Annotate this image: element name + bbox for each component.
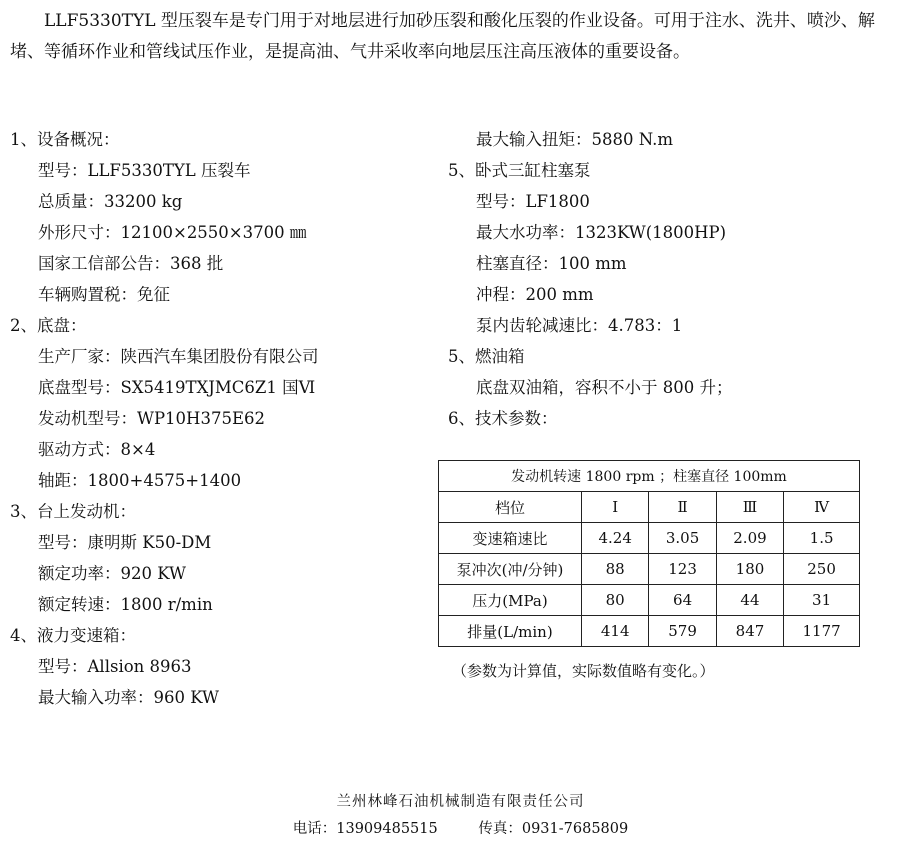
right-spec-line: 柱塞直径：100 mm (476, 254, 627, 273)
right-spec-line: 最大输入扭矩：5880 N.m (476, 130, 674, 149)
table-header-cell: 档位 (439, 492, 582, 523)
table-header-cell: Ⅲ (716, 492, 783, 523)
left-spec-line: 国家工信部公告：368 批 (38, 254, 224, 273)
table-cell: 64 (649, 585, 716, 616)
right-spec-column (448, 124, 888, 434)
table-header-row (439, 492, 860, 523)
right-spec-line: 冲程：200 mm (476, 285, 594, 304)
left-spec-line: 底盘型号：SX5419TXJMC6Z1 国Ⅵ (38, 378, 316, 397)
left-spec-line: 驱动方式：8×4 (38, 440, 156, 459)
table-cell: 2.09 (716, 523, 783, 554)
right-section-heading: 5、卧式三缸柱塞泵 (448, 161, 591, 180)
right-section-heading: 5、燃油箱 (448, 347, 525, 366)
left-section-heading: 4、液力变速箱： (10, 626, 136, 645)
table-cell: 变速箱速比 (439, 523, 582, 554)
table-cell: 排量(L/min) (439, 616, 582, 647)
table-cell: 579 (649, 616, 716, 647)
table-cell: 123 (649, 554, 716, 585)
table-cell: 88 (582, 554, 649, 585)
left-spec-line: 车辆购置税：免征 (38, 285, 170, 304)
right-spec-line: 底盘双油箱，容积不小于 800 升； (476, 378, 733, 397)
fax-number: 传真：0931-7685809 (478, 821, 629, 837)
table-cell: 1.5 (784, 523, 860, 554)
right-spec-line: 最大水功率：1323KW(1800HP) (476, 223, 727, 242)
left-spec-line: 额定转速：1800 r/min (38, 595, 213, 614)
table-cell: 压力(MPa) (439, 585, 582, 616)
left-spec-line: 总质量：33200 kg (38, 192, 183, 211)
calc-note: （参数为计算值，实际数值略有变化。） (452, 662, 715, 680)
table-header-cell: Ⅳ (784, 492, 860, 523)
table-row (439, 616, 860, 647)
tech-params-table (438, 460, 860, 647)
table-row (439, 585, 860, 616)
table-cell: 3.05 (649, 523, 716, 554)
left-section-heading: 1、设备概况： (10, 130, 120, 149)
left-spec-line: 额定功率：920 KW (38, 564, 186, 583)
left-section-heading: 3、台上发动机： (10, 502, 136, 521)
table-cell: 250 (784, 554, 860, 585)
table-header-cell: Ⅰ (582, 492, 649, 523)
contact-line (0, 817, 921, 838)
left-section-heading: 2、底盘： (10, 316, 87, 335)
intro-paragraph: LLF5330TYL 型压裂车是专门用于对地层进行加砂压裂和酸化压裂的作业设备。可用于注水、洗井、喷沙、解堵、等循环作业和管线试压作业，是提高油、气井采收率向地层压注高压液体的重要设备。 (10, 11, 875, 62)
table-cell: 180 (716, 554, 783, 585)
table-header-cell: Ⅱ (649, 492, 716, 523)
table-cell: 847 (716, 616, 783, 647)
table-cell: 80 (582, 585, 649, 616)
left-spec-line: 生产厂家：陕西汽车集团股份有限公司 (38, 347, 319, 366)
table-cell: 4.24 (582, 523, 649, 554)
company-name: 兰州林峰石油机械制造有限责任公司 (336, 794, 585, 810)
table-cell: 泵冲次(冲/分钟) (439, 554, 582, 585)
right-spec-line: 泵内齿轮减速比：4.783：1 (476, 316, 683, 335)
left-spec-line: 型号：Allsion 8963 (38, 657, 192, 676)
table-cell: 31 (784, 585, 860, 616)
phone-number: 电话：13909485515 (292, 821, 438, 837)
left-spec-line: 型号：LLF5330TYL 压裂车 (38, 161, 251, 180)
left-spec-line: 轴距：1800+4575+1400 (38, 471, 242, 490)
left-spec-column (10, 124, 430, 713)
table-cell: 1177 (784, 616, 860, 647)
table-row (439, 554, 860, 585)
left-spec-line: 外形尺寸：12100×2550×3700 ㎜ (38, 223, 307, 242)
table-caption-row (439, 461, 860, 492)
left-spec-line: 型号：康明斯 K50-DM (38, 533, 212, 552)
table-cell: 44 (716, 585, 783, 616)
left-spec-line: 最大输入功率：960 KW (38, 688, 219, 707)
right-spec-line: 型号：LF1800 (476, 192, 590, 211)
left-spec-line: 发动机型号：WP10H375E62 (38, 409, 265, 428)
table-cell: 414 (582, 616, 649, 647)
right-section-heading: 6、技术参数： (448, 409, 558, 428)
table-row (439, 523, 860, 554)
table-caption: 发动机转速 1800 rpm ；柱塞直径 100mm (439, 461, 860, 492)
